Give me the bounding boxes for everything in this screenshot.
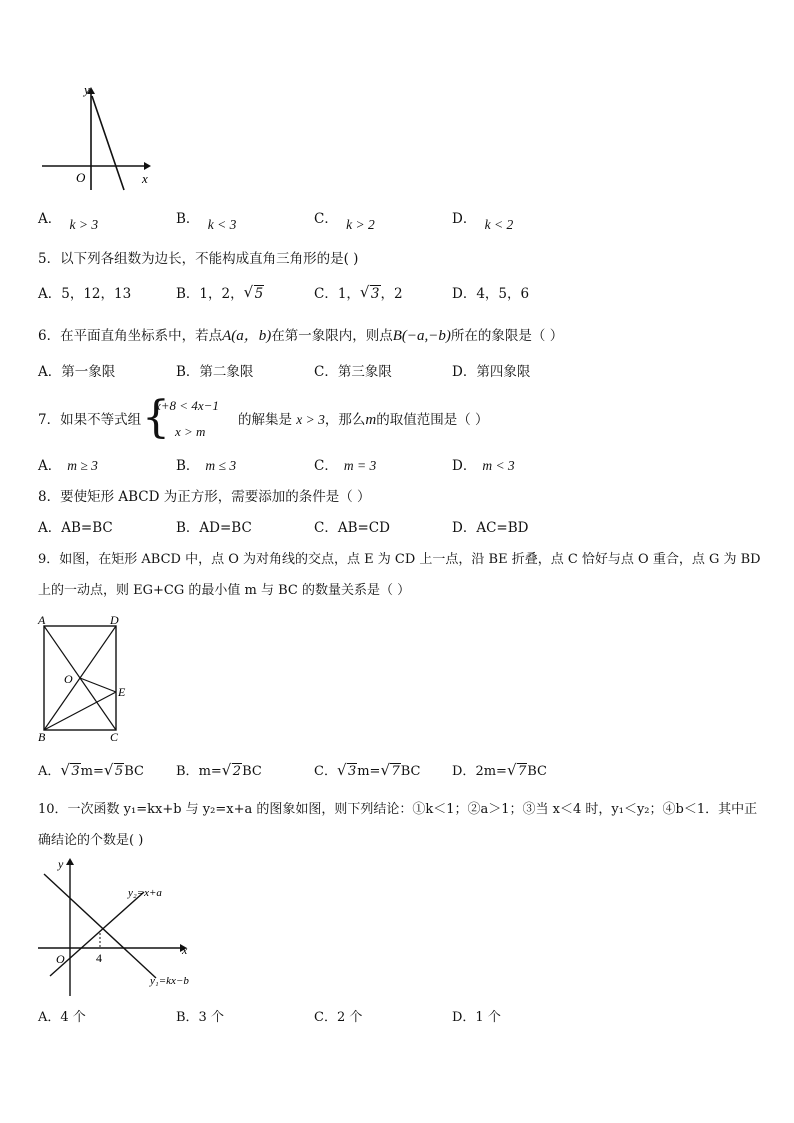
option-text: m= [198,764,222,779]
q6-option-a[interactable]: A．第一象限 [38,364,116,380]
option-letter: A． [38,211,62,227]
option-text: m= [357,764,381,779]
stem-text: 的取值范围是（ ） [376,412,489,428]
q7-option-a[interactable] [38,457,98,475]
radicand: 3 [370,286,380,302]
q7-inequality-2: x > m [175,424,206,439]
point-a: A(a，b) [222,328,272,344]
radicand: 7 [517,764,527,779]
option-letter: A． [38,764,61,779]
q5-stem: 5．以下列各组数为边长，不能构成直角三角形的是( ) [38,251,359,267]
q7-option-b[interactable] [176,457,236,475]
label-d: D [110,613,119,627]
option-letter: B． [176,211,200,227]
option-letter: B． [176,764,199,779]
option-expr: m ≥ 3 [67,458,98,473]
option-letter: C． [314,211,338,227]
option-expr: m < 3 [482,458,515,473]
solution-condition: x > 3 [296,412,325,427]
q6-stem [38,327,563,345]
label-e: E [118,685,126,699]
option-text: BC [242,764,262,779]
q9-option-c[interactable] [314,763,421,781]
y-axis-label: y [58,857,64,871]
x-axis-label: x [182,943,188,957]
q8-option-a[interactable]: A．AB=BC [38,520,113,536]
option-text: BC [124,764,144,779]
tick-label-4: 4 [96,951,102,965]
q5-option-d[interactable]: D．4，5，6 [452,286,530,302]
stem-text: ，那么 [324,412,366,428]
point-b: B(−a,−b) [392,328,451,344]
option-expr: m ≤ 3 [205,458,237,473]
radicand: 5 [114,764,124,779]
stem-text: 所在的象限是（ ） [450,328,564,344]
sqrt-symbol [245,285,265,303]
function-line [92,96,124,190]
q6-option-c[interactable]: C．第三象限 [314,364,392,380]
option-text: ，2 [380,286,403,302]
q5-option-a[interactable]: A．5，12，13 [38,286,132,302]
option-text: BC [527,764,547,779]
variable-m: m [365,412,377,428]
radicand: 3 [347,764,357,779]
option-expr: k < 2 [484,217,514,232]
q7-stem-pre: 7．如果不等式组 [38,412,142,428]
option-letter: D． [452,458,477,474]
q10-option-b[interactable]: B．3 个 [176,1010,224,1025]
q7-option-c[interactable] [314,457,376,475]
option-letter: B． [176,458,200,474]
option-letter: A． [38,458,62,474]
option-expr: m = 3 [343,458,377,473]
radicand: 2 [232,764,242,779]
option-letter: C． [314,764,337,779]
option-text: BC [400,764,421,779]
q4-option-a[interactable] [38,210,99,232]
option-text: m= [80,764,104,779]
q5-option-c[interactable] [314,285,403,303]
x-axis-label: x [142,171,148,186]
q4-option-c[interactable] [314,210,375,232]
option-expr: k > 3 [69,217,99,232]
q10-option-d[interactable]: D．1 个 [452,1010,501,1025]
radicand: 3 [71,764,80,779]
y1-equation-label: y₁=kx−b [150,975,189,987]
q8-option-d[interactable]: D．AC=BD [452,520,529,536]
option-text: C．1， [314,286,360,302]
q9-stem-line-1: 9．如图，在矩形 ABCD 中，点 O 为对角线的交点，点 E 为 CD 上一点，沿 BE 折叠，点 C 恰好与点 O 重合，点 G 为 BD [38,552,761,567]
q9-option-d[interactable] [452,763,547,781]
stem-text: 的解集是 [238,412,292,428]
q6-option-b[interactable]: B．第二象限 [176,364,254,380]
sqrt-symbol [338,763,357,781]
label-a: A [38,613,46,627]
q9-stem-line-2: 上的一动点，则 EG+CG 的最小值 m 与 BC 的数量关系是（ ） [38,583,411,598]
q9-option-a[interactable] [38,763,144,781]
q9-rectangle-figure [36,612,132,744]
sqrt-symbol [381,763,400,781]
label-b: B [38,730,46,744]
q10-option-a[interactable]: A．4 个 [38,1010,86,1025]
q10-stem-line-2: 确结论的个数是( ) [38,833,144,848]
q5-option-b[interactable] [176,285,264,303]
sqrt-symbol [105,763,124,781]
y-axis-arrow-icon [66,858,74,865]
option-expr: k < 3 [207,217,237,232]
q6-option-d[interactable]: D．第四象限 [452,364,531,380]
q4-graph-figure [40,82,170,194]
sqrt-symbol [223,763,242,781]
label-o: O [64,672,73,686]
stem-text: 在第一象限内，则点 [271,328,393,344]
q7-inequality-1: x+8 < 4x−1 [155,398,219,413]
q7-option-d[interactable] [452,457,515,475]
option-letter: D． [452,211,477,227]
system-brace: { [142,392,170,443]
q7-stem-post [238,411,489,429]
sqrt-symbol [508,763,527,781]
option-text: 2m= [475,764,507,779]
q10-stem-line-1: 10．一次函数 y₁=kx+b 与 y₂=x+a 的图象如图，则下列结论：①k＜1；②a＞1；③当 x＜4 时，y₁＜y₂；④b＜1．其中正 [38,802,758,817]
origin-label: O [56,952,65,966]
radicand: 5 [254,286,264,302]
q8-option-c[interactable]: C．AB=CD [314,520,390,536]
sqrt-symbol [61,763,80,781]
q8-option-b[interactable]: B．AD=BC [176,520,252,536]
q4-option-d[interactable] [452,210,514,232]
option-expr: k > 2 [346,217,375,232]
q4-option-b[interactable] [176,210,237,232]
origin-label: O [76,170,86,185]
segment-be [44,692,116,730]
q9-option-b[interactable] [176,763,262,781]
y2-equation-label: y₂=x+a [128,887,162,899]
radicand: 7 [391,764,400,779]
x-axis-arrow-icon [144,162,151,170]
sqrt-symbol [361,285,381,303]
y-axis-label: y [84,82,90,97]
q10-option-c[interactable]: C．2 个 [314,1010,363,1025]
q10-graph-figure [34,854,224,1000]
label-c: C [110,730,119,744]
option-letter: D． [452,764,476,779]
option-letter: C． [314,458,338,474]
option-text: B．1，2， [176,286,244,302]
stem-text: 6．在平面直角坐标系中，若点 [38,328,223,344]
q8-stem: 8．要使矩形 ABCD 为正方形，需要添加的条件是（ ） [38,489,371,505]
